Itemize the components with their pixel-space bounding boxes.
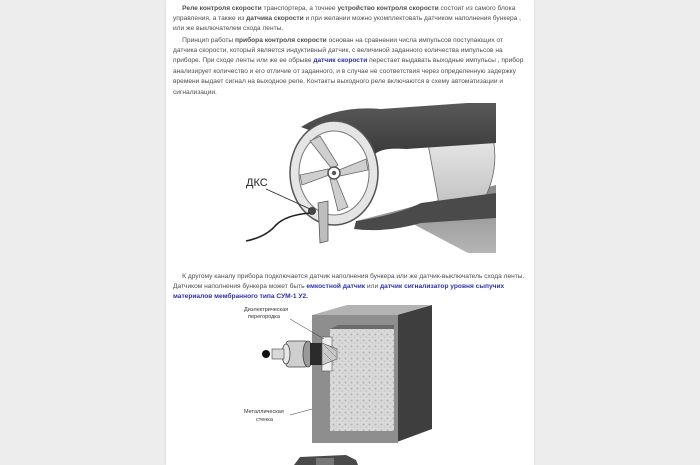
label-metal-wall-1: Металлическая <box>244 409 284 415</box>
conveyor-pulley-figure <box>206 103 496 258</box>
article-page <box>166 0 534 465</box>
paragraph-hopper-sensor: К другому каналу прибора подключается датчик наполнения бункера или же датчик-выключатель схода ленты. Датчиком наполнения бункера может быть емкостной датчик или датчик сигнализатор уровня сыпучих материалов мембранного типа СУМ-1 У2. <box>173 272 525 301</box>
paragraph-principle: Принцип работы прибора контроля скорости основан на сравнении числа импульсов поступающих от датчика скорости, который является индуктивный датчик, с величиной заданного количества импульсов на приборе. При сходе ленты или же ее обрыве датчик скорости перестает выдавать выходные импульсы , прибор анализирует количество и его отличие от заданного, и в случае не соответствия через определенную задержку времени выдает сигнал на выходное реле. Контакты выходного реле включаются в схему автоматизации и сигнализации. <box>173 36 524 96</box>
link-speed-sensor[interactable]: датчик скорости <box>313 57 368 65</box>
bold-term: прибора контроля скорости <box>235 36 327 44</box>
bulk-material <box>330 329 394 431</box>
hopper-wall-side <box>397 305 432 442</box>
bold-term: Реле контроля скорости <box>182 4 262 12</box>
label-metal-wall-2: стенка <box>256 417 273 423</box>
sensor-cable-plug <box>272 349 284 359</box>
label-dielectric-2: перегородка <box>248 314 280 320</box>
link-level-sensor[interactable]: датчик сигнализатор уровня сыпучих материалов мембранного типа СУМ-1 У2. <box>173 283 505 301</box>
label-dielectric-1: Диэлектрическая <box>244 307 289 313</box>
bold-term: датчика скорости <box>246 15 304 22</box>
sensor-bracket <box>318 201 328 243</box>
bold-term: устройство контроля скорости <box>337 4 439 12</box>
link-capacitive-sensor[interactable]: емкостной датчик <box>306 283 366 290</box>
level-sensor-figure <box>242 297 442 447</box>
paragraph-speed-relay: Реле контроля скорости транспортера, а точнее устройство контроля скорости состоит из самого блока управления, а также из датчика скорости и при желании можно укомплектовать датчиком наполнения бункера , или же выключателем схода ленты. <box>173 4 521 33</box>
next-figure-partial <box>286 452 366 465</box>
figure1-label: ДКС <box>246 177 268 189</box>
sensor-cable <box>246 213 310 241</box>
